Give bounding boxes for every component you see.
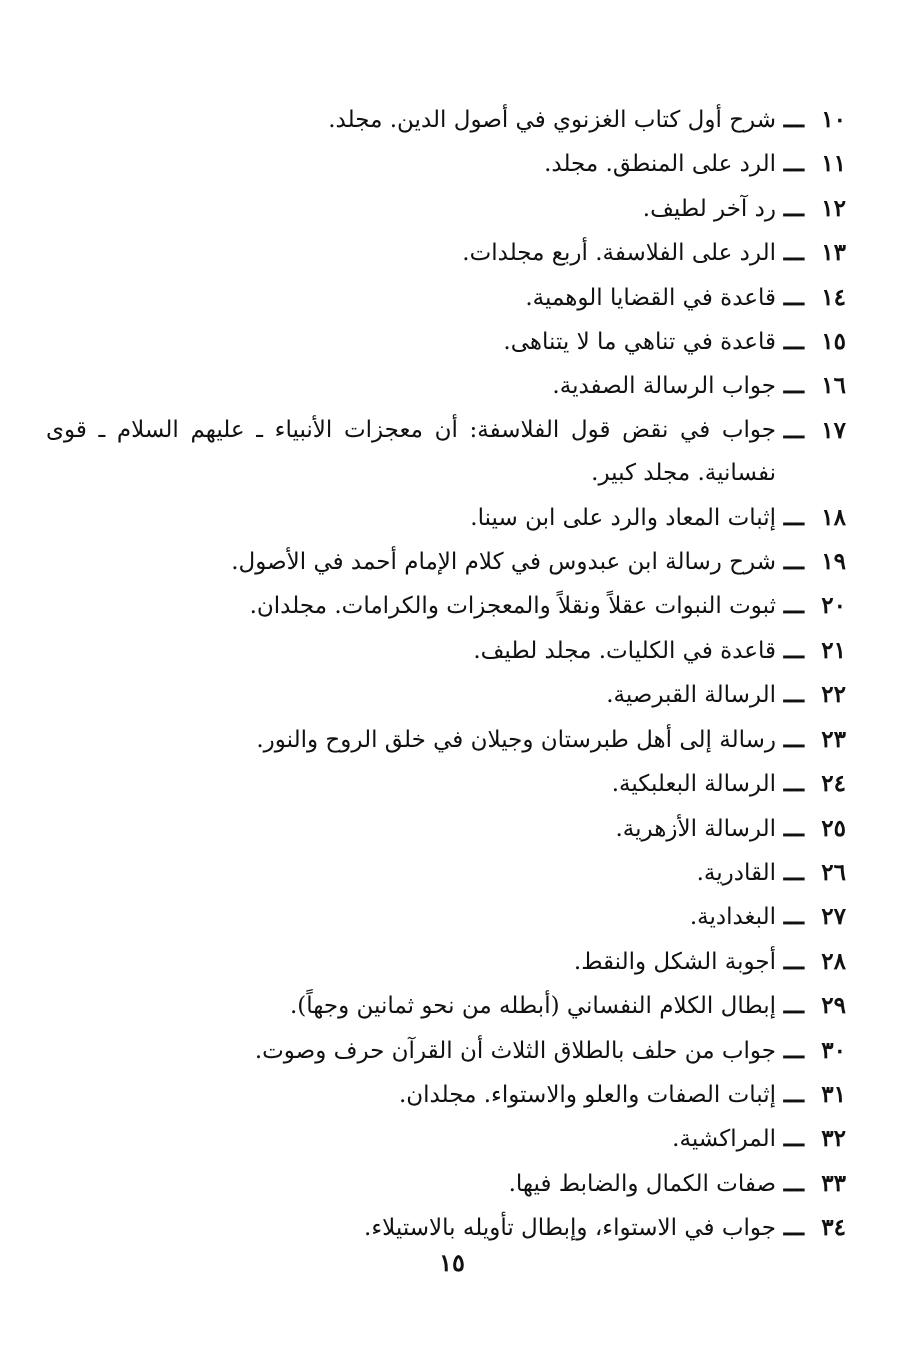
- item-dash: ـــ: [783, 1214, 804, 1242]
- list-item: [46, 1029, 846, 1073]
- item-dash: ـــ: [783, 1169, 804, 1197]
- item-text: البغدادية.: [689, 904, 776, 931]
- item-text: جواب الرسالة الصفدية.: [552, 373, 776, 400]
- list-item: [46, 142, 846, 186]
- item-dash: ـــ: [783, 1036, 804, 1064]
- item-number: ١٤: [821, 283, 846, 311]
- item-number: ٢٨: [821, 947, 846, 975]
- item-text: إبطال الكلام النفساني (أبطله من نحو ثمانين وجهاً).: [290, 993, 776, 1020]
- item-dash: ـــ: [783, 636, 804, 664]
- item-text: شرح رسالة ابن عبدوس في كلام الإمام أحمد في الأصول.: [231, 549, 776, 576]
- item-text: الرسالة البعلبكية.: [611, 771, 776, 798]
- item-number: ١٩: [821, 548, 846, 576]
- list-item: [46, 940, 846, 984]
- item-dash: ـــ: [783, 150, 804, 178]
- item-text: قاعدة في القضايا الوهمية.: [525, 284, 776, 311]
- item-text: رسالة إلى أهل طبرستان وجيلان في خلق الروح والنور.: [256, 726, 776, 753]
- page-number: ١٥: [439, 1248, 465, 1277]
- item-text: جواب في الاستواء، وإبطال تأويله بالاستيلاء.: [364, 1215, 776, 1242]
- list-item: [46, 1073, 846, 1117]
- item-number: ١٠: [821, 106, 846, 133]
- item-dash: ـــ: [783, 503, 804, 531]
- list-item: [46, 276, 846, 320]
- item-text: رد آخر لطيف.: [642, 195, 776, 222]
- item-number: ١٨: [821, 503, 846, 531]
- list-item: [46, 851, 846, 895]
- item-text: إثبات المعاد والرد على ابن سينا.: [470, 504, 776, 531]
- item-dash: ـــ: [783, 548, 804, 576]
- item-number: ٢٧: [821, 903, 846, 931]
- item-text: الرسالة القبرصية.: [606, 682, 776, 709]
- item-text: الرد على المنطق. مجلد.: [544, 151, 776, 178]
- item-dash: ـــ: [783, 725, 804, 753]
- list-item: [46, 984, 846, 1028]
- item-number: ٣٣: [821, 1169, 846, 1197]
- item-dash: ـــ: [783, 416, 804, 444]
- item-dash: ـــ: [783, 106, 804, 133]
- item-dash: ـــ: [783, 903, 804, 931]
- item-number: ١٦: [821, 372, 846, 400]
- item-dash: ـــ: [783, 770, 804, 798]
- item-text: ثبوت النبوات عقلاً ونقلاً والمعجزات والكرامات. مجلدان.: [249, 593, 776, 620]
- list-item: [46, 895, 846, 939]
- item-text: صفات الكمال والضابط فيها.: [508, 1170, 776, 1197]
- list-item: [46, 1162, 846, 1206]
- item-text: جواب من حلف بالطلاق الثلاث أن القرآن حرف وصوت.: [254, 1037, 776, 1064]
- item-text: شرح أول كتاب الغزنوي في أصول الدين. مجلد.: [328, 107, 776, 133]
- item-dash: ـــ: [783, 372, 804, 400]
- item-dash: ـــ: [783, 992, 804, 1020]
- item-text: إثبات الصفات والعلو والاستواء. مجلدان.: [398, 1081, 776, 1108]
- list-item: [46, 629, 846, 673]
- item-dash: ـــ: [783, 1080, 804, 1108]
- list-item: [46, 762, 846, 806]
- list-item: [46, 231, 846, 275]
- item-number: ٢٥: [821, 814, 846, 842]
- item-text: أجوبة الشكل والنقط.: [573, 948, 776, 975]
- item-dash: ـــ: [783, 283, 804, 311]
- item-text: الرد على الفلاسفة. أربع مجلدات.: [462, 240, 776, 267]
- item-number: ١١: [821, 150, 846, 178]
- item-dash: ـــ: [783, 592, 804, 620]
- list-item: [46, 673, 846, 717]
- list-item: [46, 320, 846, 364]
- item-text: القادرية.: [696, 859, 776, 886]
- item-number: ١٧: [821, 416, 846, 444]
- item-number: ٣٤: [821, 1214, 846, 1242]
- item-number: ١٣: [821, 239, 846, 267]
- item-number: ٢١: [821, 636, 846, 664]
- item-number: ٢٦: [821, 858, 846, 886]
- item-number: ١٢: [821, 194, 846, 222]
- item-text: قاعدة في تناهي ما لا يتناهى.: [503, 329, 776, 356]
- item-text: جواب في نقض قول الفلاسفة: أن معجزات الأنبياء ـ عليهم السلام ـ قوى نفسانية. مجلد كبير.: [46, 416, 776, 487]
- list-item: [46, 1117, 846, 1161]
- list-item: [46, 98, 846, 142]
- list-item: [46, 496, 846, 540]
- item-text: المراكشية.: [672, 1126, 776, 1153]
- list-item: [46, 187, 846, 231]
- list-item: [46, 584, 846, 628]
- list-item: [46, 807, 846, 851]
- item-number: ٣٠: [821, 1036, 846, 1064]
- item-number: ٢٠: [821, 592, 846, 620]
- item-number: ٢٢: [821, 681, 846, 709]
- list-item: [46, 540, 846, 584]
- works-list: [46, 98, 846, 1251]
- list-item: [46, 718, 846, 762]
- item-number: ٢٤: [821, 770, 846, 798]
- list-item: [46, 1206, 846, 1250]
- item-dash: ـــ: [783, 814, 804, 842]
- item-text: قاعدة في الكليات. مجلد لطيف.: [473, 637, 776, 664]
- item-number: ٢٩: [821, 992, 846, 1020]
- list-item: [46, 409, 846, 496]
- item-dash: ـــ: [783, 681, 804, 709]
- list-item: [46, 364, 846, 408]
- item-dash: ـــ: [783, 947, 804, 975]
- item-dash: ـــ: [783, 194, 804, 222]
- item-number: ٣١: [821, 1080, 846, 1108]
- item-number: ٣٢: [821, 1125, 846, 1153]
- item-number: ٢٣: [821, 725, 846, 753]
- item-dash: ـــ: [783, 328, 804, 356]
- item-dash: ـــ: [783, 239, 804, 267]
- item-dash: ـــ: [783, 1125, 804, 1153]
- item-number: ١٥: [821, 328, 846, 356]
- item-dash: ـــ: [783, 858, 804, 886]
- item-text: الرسالة الأزهرية.: [615, 815, 776, 842]
